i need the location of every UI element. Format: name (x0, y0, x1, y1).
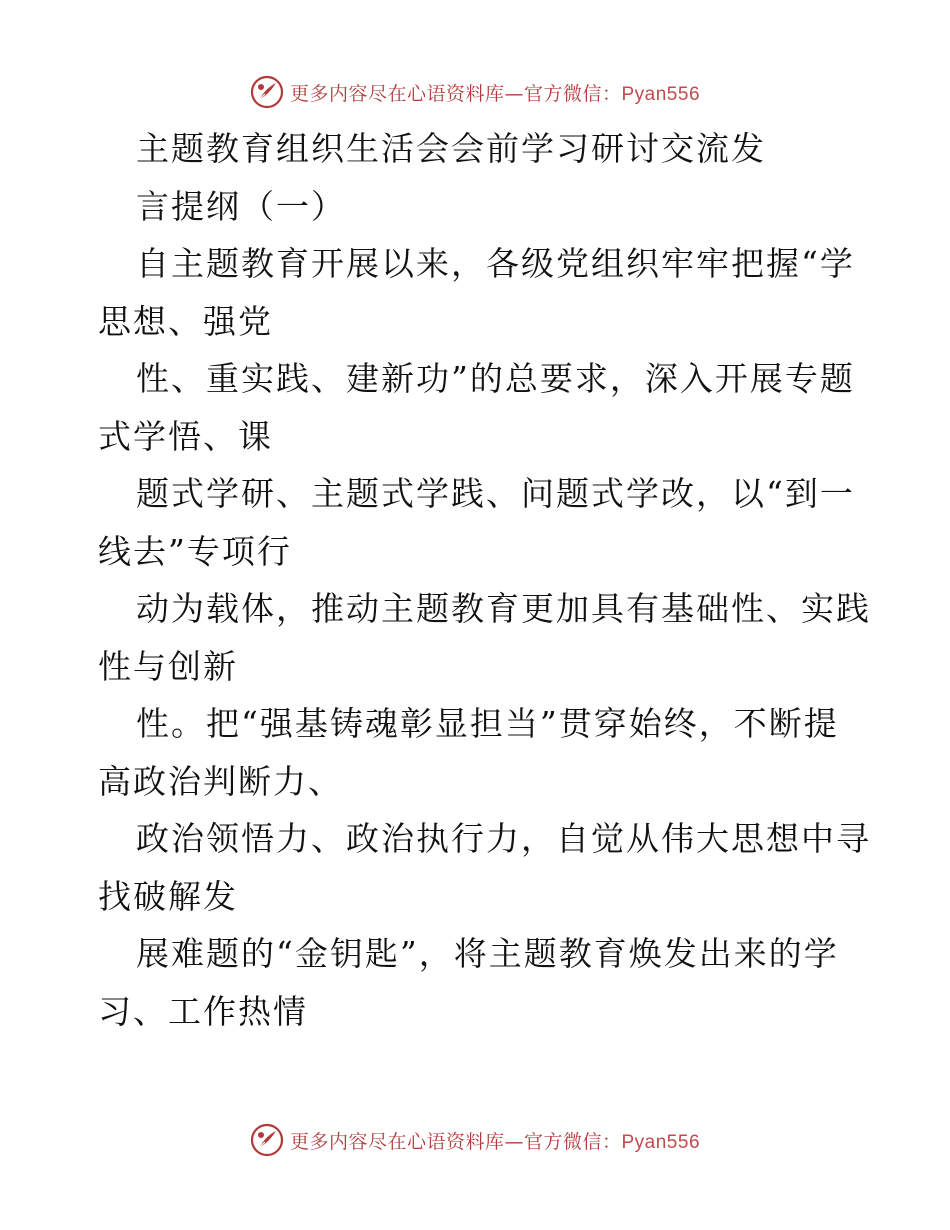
watermark-site-name: 更多内容尽在心语资料库 (289, 82, 505, 105)
paragraph-line: 政治领悟力、政治执行力，自觉从伟大思想中寻 (136, 819, 871, 858)
paragraph-line: 习、工作热情 (98, 991, 308, 1031)
watermark-text (290, 1127, 700, 1154)
paragraph-line: 题式学研、主题式学践、问题式学改，以“到一 (136, 474, 855, 513)
quill-feather-logo-icon (250, 75, 284, 109)
paragraph-line: 展难题的“金钥匙”，将主题教育焕发出来的学 (136, 934, 839, 973)
watermark-separator: — (504, 82, 524, 105)
paragraph-line: 式学悟、课 (98, 416, 273, 456)
watermark-wechat-label: 官方微信： (523, 1130, 622, 1153)
watermark-wechat-id: Pyan556 (621, 83, 701, 105)
header-watermark-banner (0, 72, 950, 112)
watermark-text (290, 79, 700, 106)
footer-watermark-banner (0, 1120, 950, 1160)
paragraph-line: 性、重实践、建新功”的总要求，深入开展专题 (136, 359, 855, 398)
document-title-line-2: 言提纲（一） (136, 186, 346, 226)
paragraph-line: 找破解发 (98, 876, 238, 916)
paragraph-line: 高政治判断力、 (98, 761, 343, 801)
quill-feather-logo-icon (250, 1123, 284, 1157)
watermark-wechat-label: 官方微信： (523, 82, 622, 105)
paragraph-line: 思想、强党 (98, 301, 273, 341)
paragraph-line: 性。把“强基铸魂彰显担当”贯穿始终，不断提 (136, 704, 839, 743)
paragraph-line: 性与创新 (98, 646, 238, 686)
paragraph-line: 自主题教育开展以来，各级党组织牢牢把握“学 (136, 244, 855, 283)
document-body (98, 120, 871, 1040)
document-title-line-1: 主题教育组织生活会会前学习研讨交流发 (136, 129, 766, 168)
watermark-separator: — (504, 1130, 524, 1153)
watermark-site-name: 更多内容尽在心语资料库 (289, 1130, 505, 1153)
paragraph-line: 线去”专项行 (98, 531, 292, 571)
watermark-wechat-id: Pyan556 (621, 1131, 701, 1153)
paragraph-line: 动为载体，推动主题教育更加具有基础性、实践 (136, 589, 871, 628)
